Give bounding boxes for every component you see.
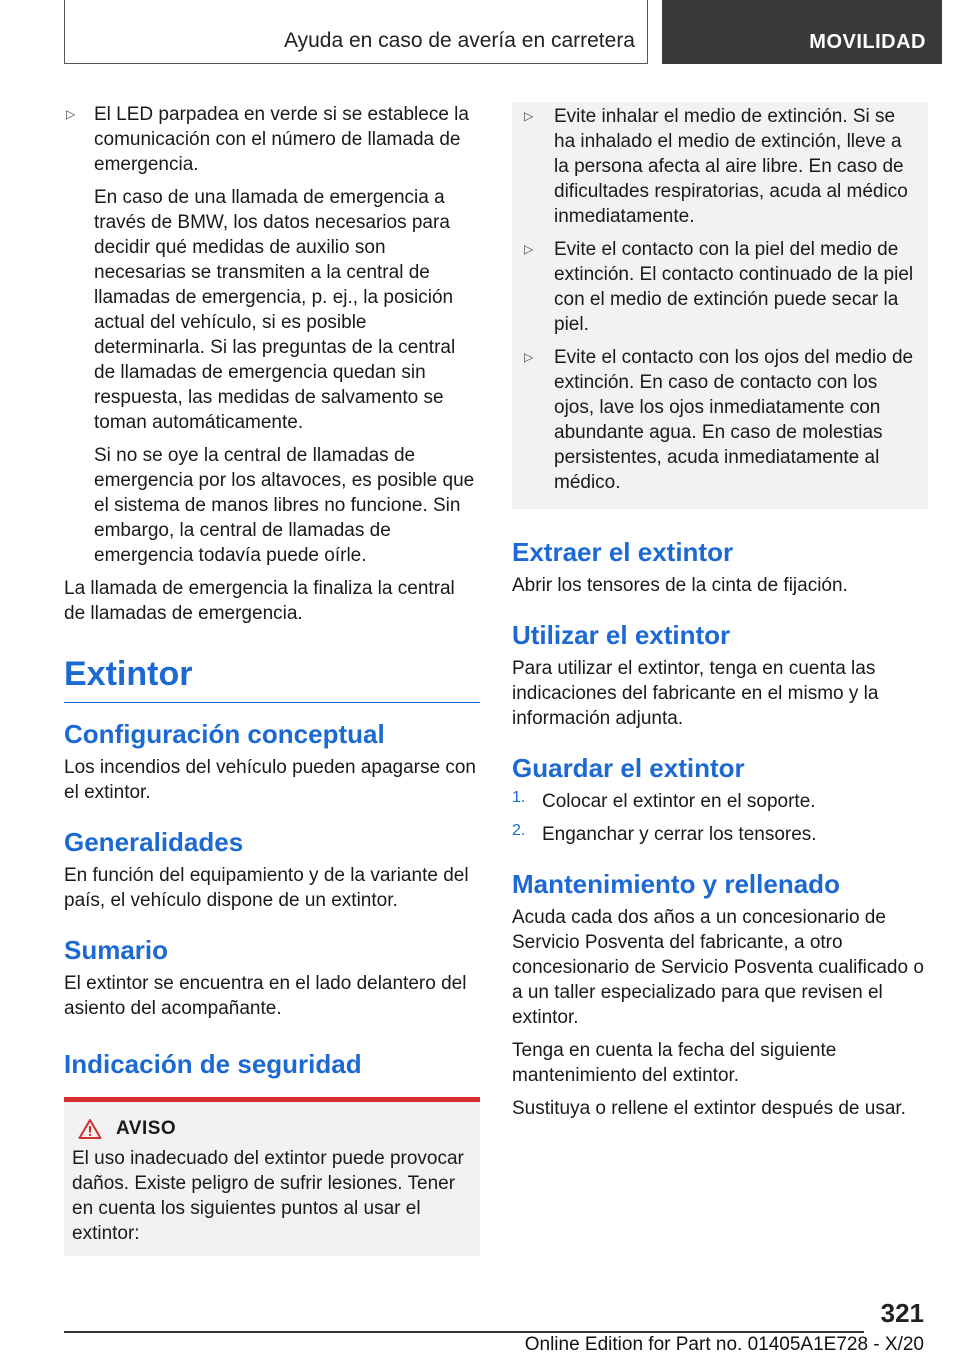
paragraph: Los incendios del vehículo pueden apagarse con el extintor.: [64, 757, 476, 803]
bullet-text: Evite inhalar el medio de extinción. Si se ha inhalado el medio de extinción, lleve a la persona afecta al aire libre. En caso de dificultades respiratorias, acuda al médico inmediatamente.: [554, 106, 908, 227]
warning-label: AVISO: [116, 1118, 177, 1139]
edition-text: Online Edition for Part no. 01405A1E728 - X/20: [524, 1334, 924, 1355]
list-item: [512, 789, 928, 814]
list-item: [64, 102, 480, 177]
paragraph: El extintor se encuentra en el lado delantero del asiento del acompañante.: [64, 973, 467, 1019]
step-text: Enganchar y cerrar los tensores.: [542, 824, 817, 845]
chapter-tab-label: MOVILIDAD: [809, 31, 926, 53]
step-number: 1.: [512, 789, 526, 806]
triangle-bullet-icon: ▷: [524, 109, 534, 123]
section-title: Ayuda en caso de avería en carretera: [283, 29, 635, 52]
chapter-heading: Extintor: [64, 656, 480, 703]
warning-text: El uso inadecuado del extintor puede provocar daños. Existe peligro de sufrir lesiones. Tener en cuenta los siguientes puntos al usar el extintor:: [72, 1148, 464, 1244]
triangle-bullet-icon: ▷: [524, 242, 534, 256]
paragraph: Para utilizar el extintor, tenga en cuenta las indicaciones del fabricante en el mismo y la información adjunta.: [512, 658, 879, 729]
left-column: [64, 102, 480, 1256]
indented-paragraph: En caso de una llamada de emergencia a través de BMW, los datos necesarios para decidir qué medidas de auxilio son necesarias se transmiten a la central de llamadas de emergencia, p. ej., la posición actual del vehículo, si es posible determinarla. Si las preguntas de la central de llamadas de emergencia quedan sin respuesta, las medidas de salvamento se toman automáticamente.: [94, 187, 456, 433]
section-heading: Generalidades: [64, 827, 244, 857]
page-number: 321: [880, 1298, 924, 1328]
list-item: [522, 104, 918, 229]
header-frame: [64, 0, 648, 64]
paragraph: Abrir los tensores de la cinta de fijación.: [512, 575, 848, 596]
list-item: [522, 345, 918, 495]
step-number: 2.: [512, 822, 526, 839]
list-item: [522, 237, 918, 337]
section-heading: Sumario: [64, 935, 169, 965]
section-heading: Extraer el extintor: [512, 537, 734, 567]
paragraph: La llamada de emergencia la finaliza la central de llamadas de emergencia.: [64, 578, 455, 624]
warning-header: [72, 1118, 472, 1140]
warning-triangle-icon: [78, 1118, 102, 1140]
bullet-text: Evite el contacto con la piel del medio de extinción. El contacto continuado de la piel con el medio de extinción puede secar la piel.: [554, 239, 914, 335]
paragraph: Sustituya o rellene el extintor después de usar.: [512, 1098, 906, 1119]
footer-divider: [64, 1331, 864, 1333]
paragraph: Acuda cada dos años a un concesionario de Servicio Posventa del fabricante, a otro concesionario de Servicio Posventa cualificado o a un taller especializado para que revisen el extintor.: [512, 907, 924, 1028]
section-heading: Mantenimiento y rellenado: [512, 869, 840, 899]
section-heading: Indicación de seguridad: [64, 1049, 362, 1079]
paragraph: Tenga en cuenta la fecha del siguiente mantenimiento del extintor.: [512, 1040, 837, 1086]
warning-box: [64, 1102, 480, 1256]
section-heading: Guardar el extintor: [512, 753, 745, 783]
step-text: Colocar el extintor en el soporte.: [542, 791, 816, 812]
section-heading: Utilizar el extintor: [512, 620, 731, 650]
list-item: [512, 822, 928, 847]
warning-continuation-box: [512, 102, 928, 509]
triangle-bullet-icon: ▷: [524, 350, 534, 364]
indented-paragraph: Si no se oye la central de llamadas de emergencia por los altavoces, es posible que el sistema de manos libres no funcione. Sin embargo, la central de llamadas de emergencia todavía puede oírle.: [94, 445, 475, 566]
bullet-text: El LED parpadea en verde si se establece la comunicación con el número de llamada de emergencia.: [94, 104, 469, 175]
paragraph: En función del equipamiento y de la variante del país, el vehículo dispone de un extintor.: [64, 865, 469, 911]
section-heading: Configuración conceptual: [64, 719, 385, 749]
bullet-text: Evite el contacto con los ojos del medio de extinción. En caso de contacto con los ojos, lave los ojos inmediatamente con abundante agua. En caso de molestias persistentes, acuda inmediatamente al médico.: [554, 347, 914, 493]
triangle-bullet-icon: ▷: [66, 107, 76, 121]
right-column: [512, 102, 928, 1121]
chapter-tab[interactable]: [662, 0, 942, 64]
